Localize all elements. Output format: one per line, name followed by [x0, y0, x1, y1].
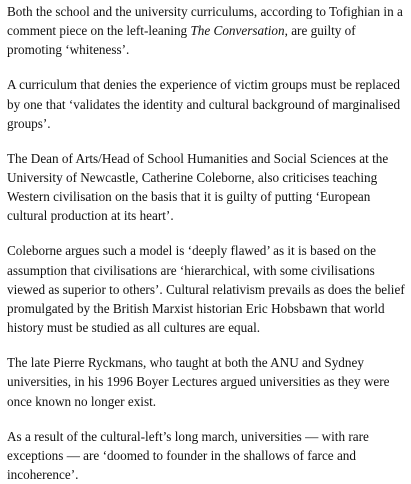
paragraph-tofighian-text-end: , are guilty of promoting ‘whiteness’. — [7, 23, 356, 58]
paragraph-curriculum: A curriculum that denies the experience of victim groups must be replaced by one that ‘validates the identity and cultural background of marginalised groups’. — [7, 77, 401, 131]
paragraph-long-march: As a result of the cultural-left’s long march, universities — with rare exceptions — are ‘doomed to founder in the shallows of farce and incoherence’. — [7, 428, 369, 483]
paragraph-tofighian — [7, 2, 407, 60]
publication-name: The Conversation — [190, 23, 285, 39]
article-body — [7, 2, 407, 484]
paragraph-dean-coleborne: The Dean of Arts/Head of School Humanities and Social Sciences at the University of Newcastle, Catherine Coleborne, also criticises teaching Western civilisation on the basis that it is guilty of putting ‘European cultural production at its heart’. — [7, 150, 389, 224]
paragraph-tofighian-text-start: Both the school and the university curriculums, according to Tofighian in a comment piece on the left-leaning — [7, 4, 403, 39]
paragraph-coleborne-argument: Coleborne argues such a model is ‘deeply flawed’ as it is based on the assumption that civilisations are ‘hierarchical, with some civilisations viewed as superior to others’. Cultural relativism prevails as does the belief promulgated by the British Marxist historian Eric Hobsbawn that world history must be studied as all cultures are equal. — [7, 243, 405, 336]
paragraph-ryckmans: The late Pierre Ryckmans, who taught at both the ANU and Sydney universities, in his 1996 Boyer Lectures argued universities as they were once known no longer exist. — [7, 355, 390, 409]
